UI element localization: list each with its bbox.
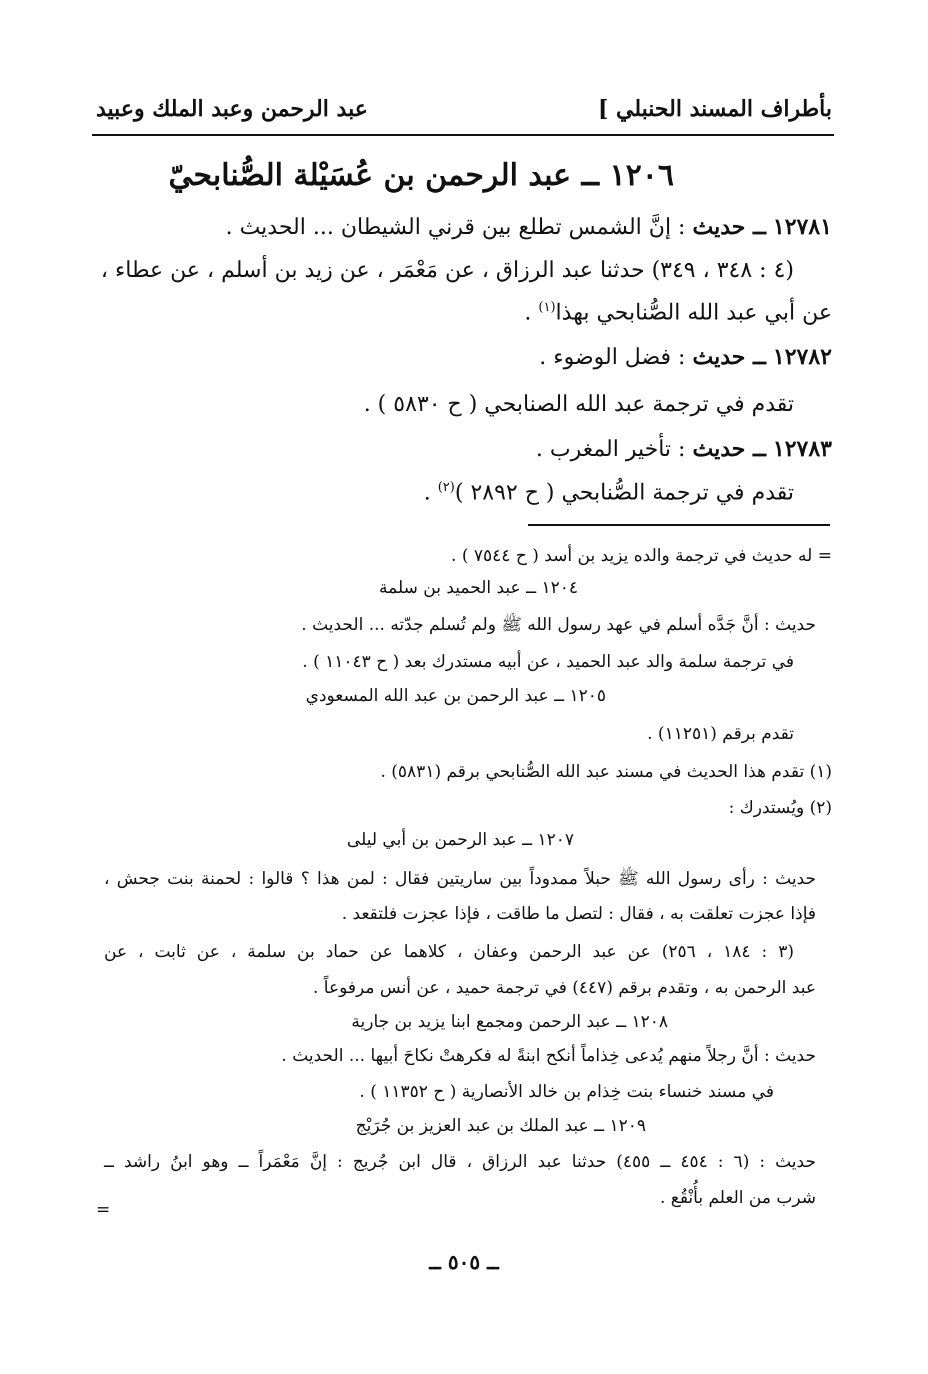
entry-text: : إنَّ الشمس تطلع بين قرني الشيطان ... الحديث . — [225, 215, 686, 240]
entry-12781-source-line2 — [524, 300, 832, 327]
footnote-line: حديث : رأى رسول الله ﷺ حبلاً ممدوداً بين ساريتين فقال : لمن هذا ؟ قالوا : لحمنة بنت جحش ، — [104, 869, 816, 889]
ref-end: . — [423, 480, 438, 506]
ref-text: تقدم في ترجمة الصُّنابحي ( ح ٢٨٩٢ ) — [454, 480, 794, 506]
footnote-line: تقدم برقم (١١٢٥١) . — [647, 724, 794, 744]
entry-12781-source-line1: (٤ : ٣٤٨ ، ٣٤٩) حدثنا عبد الرزاق ، عن مَعْمَر ، عن زيد بن أسلم ، عن عطاء ، — [100, 258, 794, 283]
source-text: عن أبي عبد الله الصُّنابحي بهذا — [555, 300, 832, 326]
entry-number: ١٢٧٨٢ — [772, 344, 832, 370]
footnote-line: (٣ : ١٨٤ ، ٢٥٦) عن عبد الرحمن وعفان ، كلاهما عن حماد بن سلمة ، عن ثابت ، عن — [104, 942, 795, 962]
source-end: . — [524, 300, 539, 326]
footnote-ref-2: (٢) — [437, 480, 455, 495]
entry-number: ١٢٧٨١ — [772, 214, 832, 240]
footnote-separator — [528, 524, 830, 526]
footnote-line: عبد الرحمن به ، وتقدم برقم (٤٤٧) في ترجمة حميد ، عن أنس مرفوعاً . — [312, 978, 816, 998]
footnote-line: فإذا عجزت تعلقت به ، فقال : لتصل ما طاقت ، فإذا عجزت فلتقعد . — [341, 904, 816, 924]
footnote-subheading: ١٢٠٩ ــ عبد الملك بن عبد العزيز بن جُرَيْج — [355, 1116, 646, 1136]
entry-label: حديث — [692, 344, 746, 370]
footnote-2: (٢) ويُستدرك : — [728, 798, 832, 818]
footnote-subheading: ١٢٠٤ ــ عبد الحميد بن سلمة — [379, 578, 578, 598]
footnote-ref-1: (١) — [538, 300, 556, 315]
running-header-left: عبد الرحمن وعبد الملك وعبيد — [96, 96, 368, 122]
entry-12781: ١٢٧٨١ ــ حديث : إنَّ الشمس تطلع بين قرني الشيطان ... الحديث . — [225, 214, 832, 240]
footnote-subheading: ١٢٠٥ ــ عبد الرحمن بن عبد الله المسعودي — [305, 686, 606, 706]
footnote-line: حديث : أنَّ جَدَّه أسلم في عهد رسول الله ﷺ ولم تُسلم جدّته ... الحديث . — [301, 615, 816, 635]
entry-text: : فضل الوضوء . — [539, 345, 686, 370]
footnote-subheading: ١٢٠٨ ــ عبد الرحمن ومجمع ابنا يزيد بن جارية — [351, 1012, 668, 1032]
entry-text: : تأخير المغرب . — [535, 437, 686, 462]
footnote-line: شرب من العلم بأُنْقُع . — [659, 1188, 816, 1208]
footnote-line: في مسند خنساء بنت خِذام بن خالد الأنصارية ( ح ١١٣٥٢ ) . — [359, 1082, 774, 1102]
page-number-text: ــ ٥٠٥ ــ — [429, 1250, 499, 1274]
entry-12783: ١٢٧٨٣ ــ حديث : تأخير المغرب . — [535, 436, 832, 462]
footnote-1: (١) تقدم هذا الحديث في مسند عبد الله الصُّنابحي برقم (٥٨٣١) . — [380, 762, 832, 782]
footnote-subheading: ١٢٠٧ ــ عبد الرحمن بن أبي ليلى — [346, 830, 574, 850]
section-title: ١٢٠٦ ــ عبد الرحمن بن عُسَيْلة الصُّنابحيّ — [168, 158, 674, 193]
entry-number: ١٢٧٨٣ — [772, 436, 832, 462]
entry-12782: ١٢٧٨٢ ــ حديث : فضل الوضوء . — [539, 344, 832, 370]
entry-12782-ref: تقدم في ترجمة عبد الله الصنابحي ( ح ٥٨٣٠ ) . — [363, 392, 794, 417]
footnote-line: في ترجمة سلمة والد عبد الحميد ، عن أبيه مستدرك بعد ( ح ١١٠٤٣ ) . — [302, 652, 794, 672]
entry-label: حديث — [692, 436, 746, 462]
entry-12783-ref — [424, 480, 794, 507]
running-header-right: بأطراف المسند الحنبلي ] — [597, 96, 832, 122]
footnote-line: حديث : (٦ : ٤٥٤ ــ ٤٥٥) حدثنا عبد الرزاق ، قال ابن جُريج : إنَّ مَعْمَراً ــ وهو ابنُ راشد ــ — [104, 1152, 816, 1172]
footnote-line: = له حديث في ترجمة والده يزيد بن أسد ( ح ٧٥٤٤ ) . — [451, 546, 832, 566]
page-number — [0, 1250, 928, 1274]
entry-label: حديث — [692, 214, 746, 240]
header-rule — [92, 134, 834, 136]
footnote-line: حديث : أنَّ رجلاً منهم يُدعى خِذاماً أنكح ابنةً له فكرهتْ نكاحَ أبيها ... الحديث . — [281, 1046, 816, 1066]
continuation-mark: = — [96, 1200, 111, 1220]
